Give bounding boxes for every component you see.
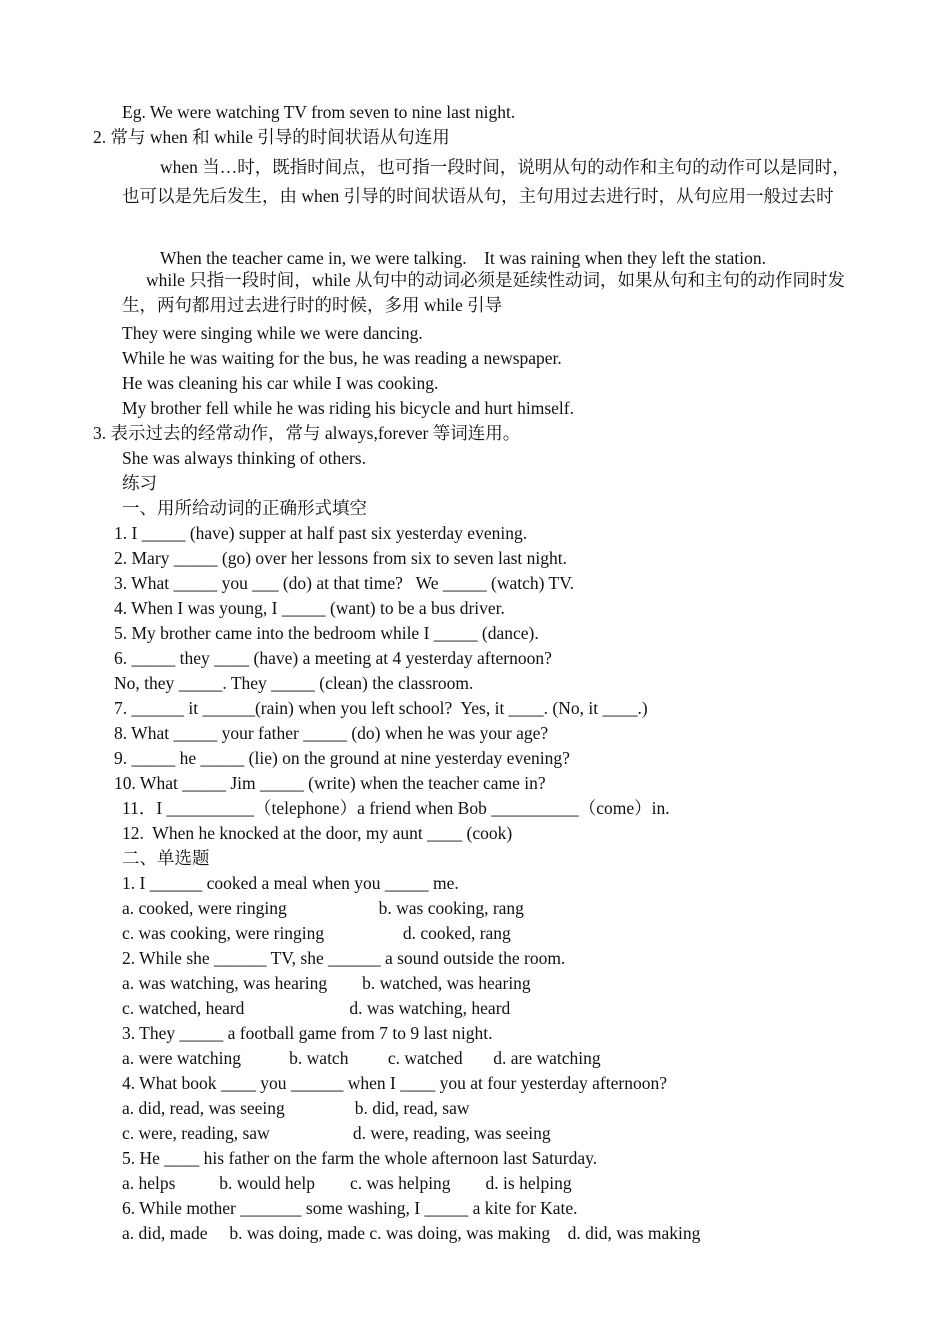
fill-question: 4. When I was young, I _____ (want) to be a bus driver. bbox=[114, 598, 505, 618]
practice-title: 练习 bbox=[122, 473, 157, 493]
example-sentence: Eg. We were watching TV from seven to nine last night. bbox=[122, 102, 516, 122]
section-3-example: She was always thinking of others. bbox=[122, 448, 366, 468]
while-example-2: While he was waiting for the bus, he was reading a newspaper. bbox=[122, 348, 562, 368]
mc-options: c. were, reading, saw d. were, reading, was seeing bbox=[122, 1123, 551, 1143]
mc-options: a. cooked, were ringing b. was cooking, rang bbox=[122, 898, 524, 918]
section-3-heading: 3. 表示过去的经常动作，常与 always,forever 等词连用。 bbox=[93, 423, 521, 443]
mc-options: a. did, read, was seeing b. did, read, saw bbox=[122, 1098, 470, 1118]
mc-options: c. watched, heard d. was watching, heard bbox=[122, 998, 511, 1018]
mc-options: c. was cooking, were ringing d. cooked, rang bbox=[122, 923, 511, 943]
part-1-title: 一、用所给动词的正确形式填空 bbox=[122, 498, 367, 518]
part-2-title: 二、单选题 bbox=[122, 848, 210, 868]
mc-options: a. was watching, was hearing b. watched, was hearing bbox=[122, 973, 531, 993]
mc-question: 4. What book ____ you ______ when I ____ you at four yesterday afternoon? bbox=[122, 1073, 667, 1093]
fill-question: 5. My brother came into the bedroom while I _____ (dance). bbox=[114, 623, 539, 643]
while-example-1: They were singing while we were dancing. bbox=[122, 323, 423, 343]
when-explanation: when 当…时，既指时间点，也可指一段时间，说明从句的动作和主句的动作可以是同时，也可以是先后发生，由 when 引导的时间状语从句，主句用过去进行时，从句应用一般过去时 bbox=[122, 157, 850, 206]
while-example-4: My brother fell while he was riding his bicycle and hurt himself. bbox=[122, 398, 574, 418]
fill-question: 1. I _____ (have) supper at half past six yesterday evening. bbox=[114, 523, 528, 543]
section-2-heading: 2. 常与 when 和 while 引导的时间状语从句连用 bbox=[93, 127, 450, 147]
mc-options: a. were watching b. watch c. watched d. are watching bbox=[122, 1048, 601, 1068]
mc-question: 2. While she ______ TV, she ______ a sound outside the room. bbox=[122, 948, 566, 968]
mc-question: 1. I ______ cooked a meal when you _____ me. bbox=[122, 873, 459, 893]
mc-options: a. helps b. would help c. was helping d. is helping bbox=[122, 1173, 572, 1193]
fill-question: 11．I __________（telephone）a friend when Bob __________（come）in. bbox=[122, 798, 670, 818]
fill-question: 12. When he knocked at the door, my aunt ____ (cook) bbox=[122, 823, 513, 843]
fill-question-answer: No, they _____. They _____ (clean) the classroom. bbox=[114, 673, 474, 693]
mc-question: 5. He ____ his father on the farm the whole afternoon last Saturday. bbox=[122, 1148, 598, 1168]
fill-question: 9. _____ he _____ (lie) on the ground at nine yesterday evening? bbox=[114, 748, 570, 768]
mc-options: a. did, made b. was doing, made c. was doing, was making d. did, was making bbox=[122, 1223, 701, 1243]
mc-question: 6. While mother _______ some washing, I _____ a kite for Kate. bbox=[122, 1198, 578, 1218]
fill-question: 10. What _____ Jim _____ (write) when the teacher came in? bbox=[114, 773, 546, 793]
fill-question: 6. _____ they ____ (have) a meeting at 4 yesterday afternoon? bbox=[114, 648, 552, 668]
mc-question: 3. They _____ a football game from 7 to 9 last night. bbox=[122, 1023, 493, 1043]
while-explanation: while 只指一段时间，while 从句中的动词必须是延续性动词，如果从句和主句的动作同时发生，两句都用过去进行时的时候，多用 while 引导 bbox=[122, 270, 846, 315]
when-examples: When the teacher came in, we were talking. It was raining when they left the station. bbox=[160, 248, 766, 268]
fill-question: 8. What _____ your father _____ (do) when he was your age? bbox=[114, 723, 549, 743]
fill-question: 2. Mary _____ (go) over her lessons from six to seven last night. bbox=[114, 548, 567, 568]
while-example-3: He was cleaning his car while I was cooking. bbox=[122, 373, 439, 393]
fill-question: 7. ______ it ______(rain) when you left school? Yes, it ____. (No, it ____.) bbox=[114, 698, 648, 718]
fill-question: 3. What _____ you ___ (do) at that time? We _____ (watch) TV. bbox=[114, 573, 574, 593]
